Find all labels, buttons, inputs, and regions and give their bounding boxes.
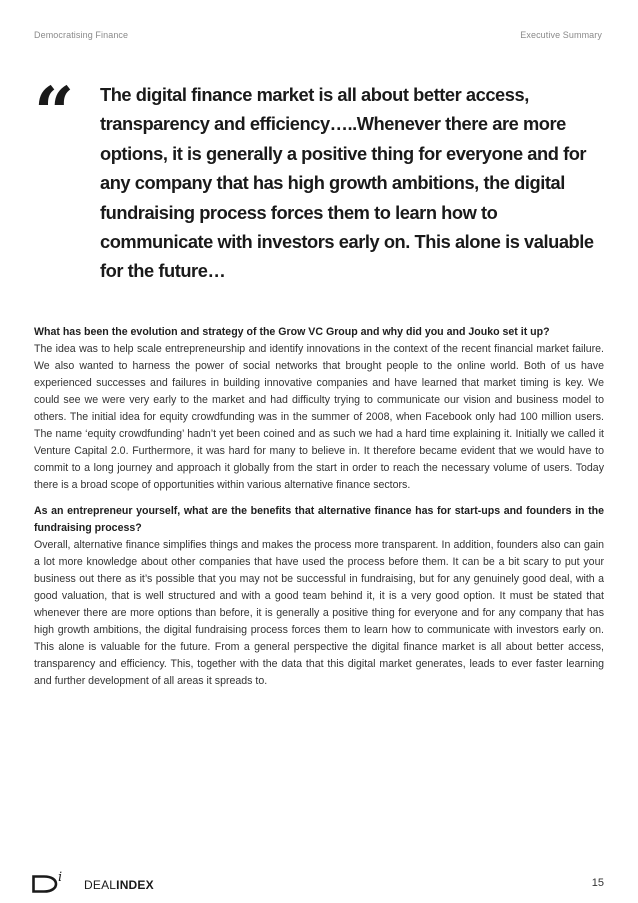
pull-quote-text: The digital finance market is all about better access, transparency and efficiency…..Whenever there are more options, it is generally a positive thing for everyone and for any company that has high growth ambitions, the digital fundraising process forces them to learn how to communicate with investors early on. This alone is valuable for the future… <box>100 84 594 282</box>
running-header <box>34 30 602 44</box>
header-section-title: Democratising Finance <box>34 30 129 40</box>
brand-name-light: DEAL <box>84 878 117 892</box>
brand-name-bold: INDEX <box>116 878 154 892</box>
page-number: 15 <box>591 877 604 889</box>
dealindex-logo-icon <box>32 875 58 893</box>
interview-body <box>34 324 604 699</box>
header-chapter-title: Executive Summary <box>520 30 602 40</box>
quote-mark-icon: “ <box>34 71 75 154</box>
interview-answer: Overall, alternative finance simplifies things and makes the process more transparent. In addition, founders also can gain a lot more knowledge about other companies that have used the process before them. It can be a bit scary to put your business out there as it’s possible that you may not be successful in fundraising, but for any genuinely good deal, with a good valuation, that is well structured and with a good team behind it, it is a very good option. It must be stated that whenever there are more options than before, it is generally a positive thing for everyone and for any company that has high growth ambitions, the digital fundraising process forces them to learn how to communicate with investors early on. This alone is valuable for the future. From a general perspective the digital finance market is all about better access, transparency and efficiency. This, together with the data that this digital market generates, leads to ever faster learning and further development of all areas it spreads to. <box>34 539 604 687</box>
interview-question: What has been the evolution and strategy of the Grow VC Group and why did you and Jouko set it up? <box>34 326 550 338</box>
brand-name <box>84 878 154 892</box>
page-footer <box>32 871 604 897</box>
interview-question: As an entrepreneur yourself, what are the benefits that alternative finance has for start-ups and founders in the fundraising process? <box>34 505 604 534</box>
interview-answer: The idea was to help scale entrepreneurship and identify innovations in the context of the recent financial market failure. We also wanted to harness the power of social networks that brought people to the online world. Both of us have experienced successes and failures in building innovative companies and have learned that market timing is key. We could see we were very early to the market and had difficulty trying to communicate our vision and business model to others. The initial idea for equity crowdfunding was in the summer of 2008, when Facebook only had 100 million users. The name ‘equity crowdfunding’ hadn’t yet been coined and as such we had a hard time explaining it. Initially we called it Venture Capital 2.0. Furthermore, it was hard for many to believe in. It therefore became evident that we would have to commit to a long journey and approach it globally from the start in order to reach the necessary volume of users. Today there is a broad scope of opportunities within various alternative finance sectors. <box>34 343 604 491</box>
logo-letter: i <box>58 870 63 885</box>
